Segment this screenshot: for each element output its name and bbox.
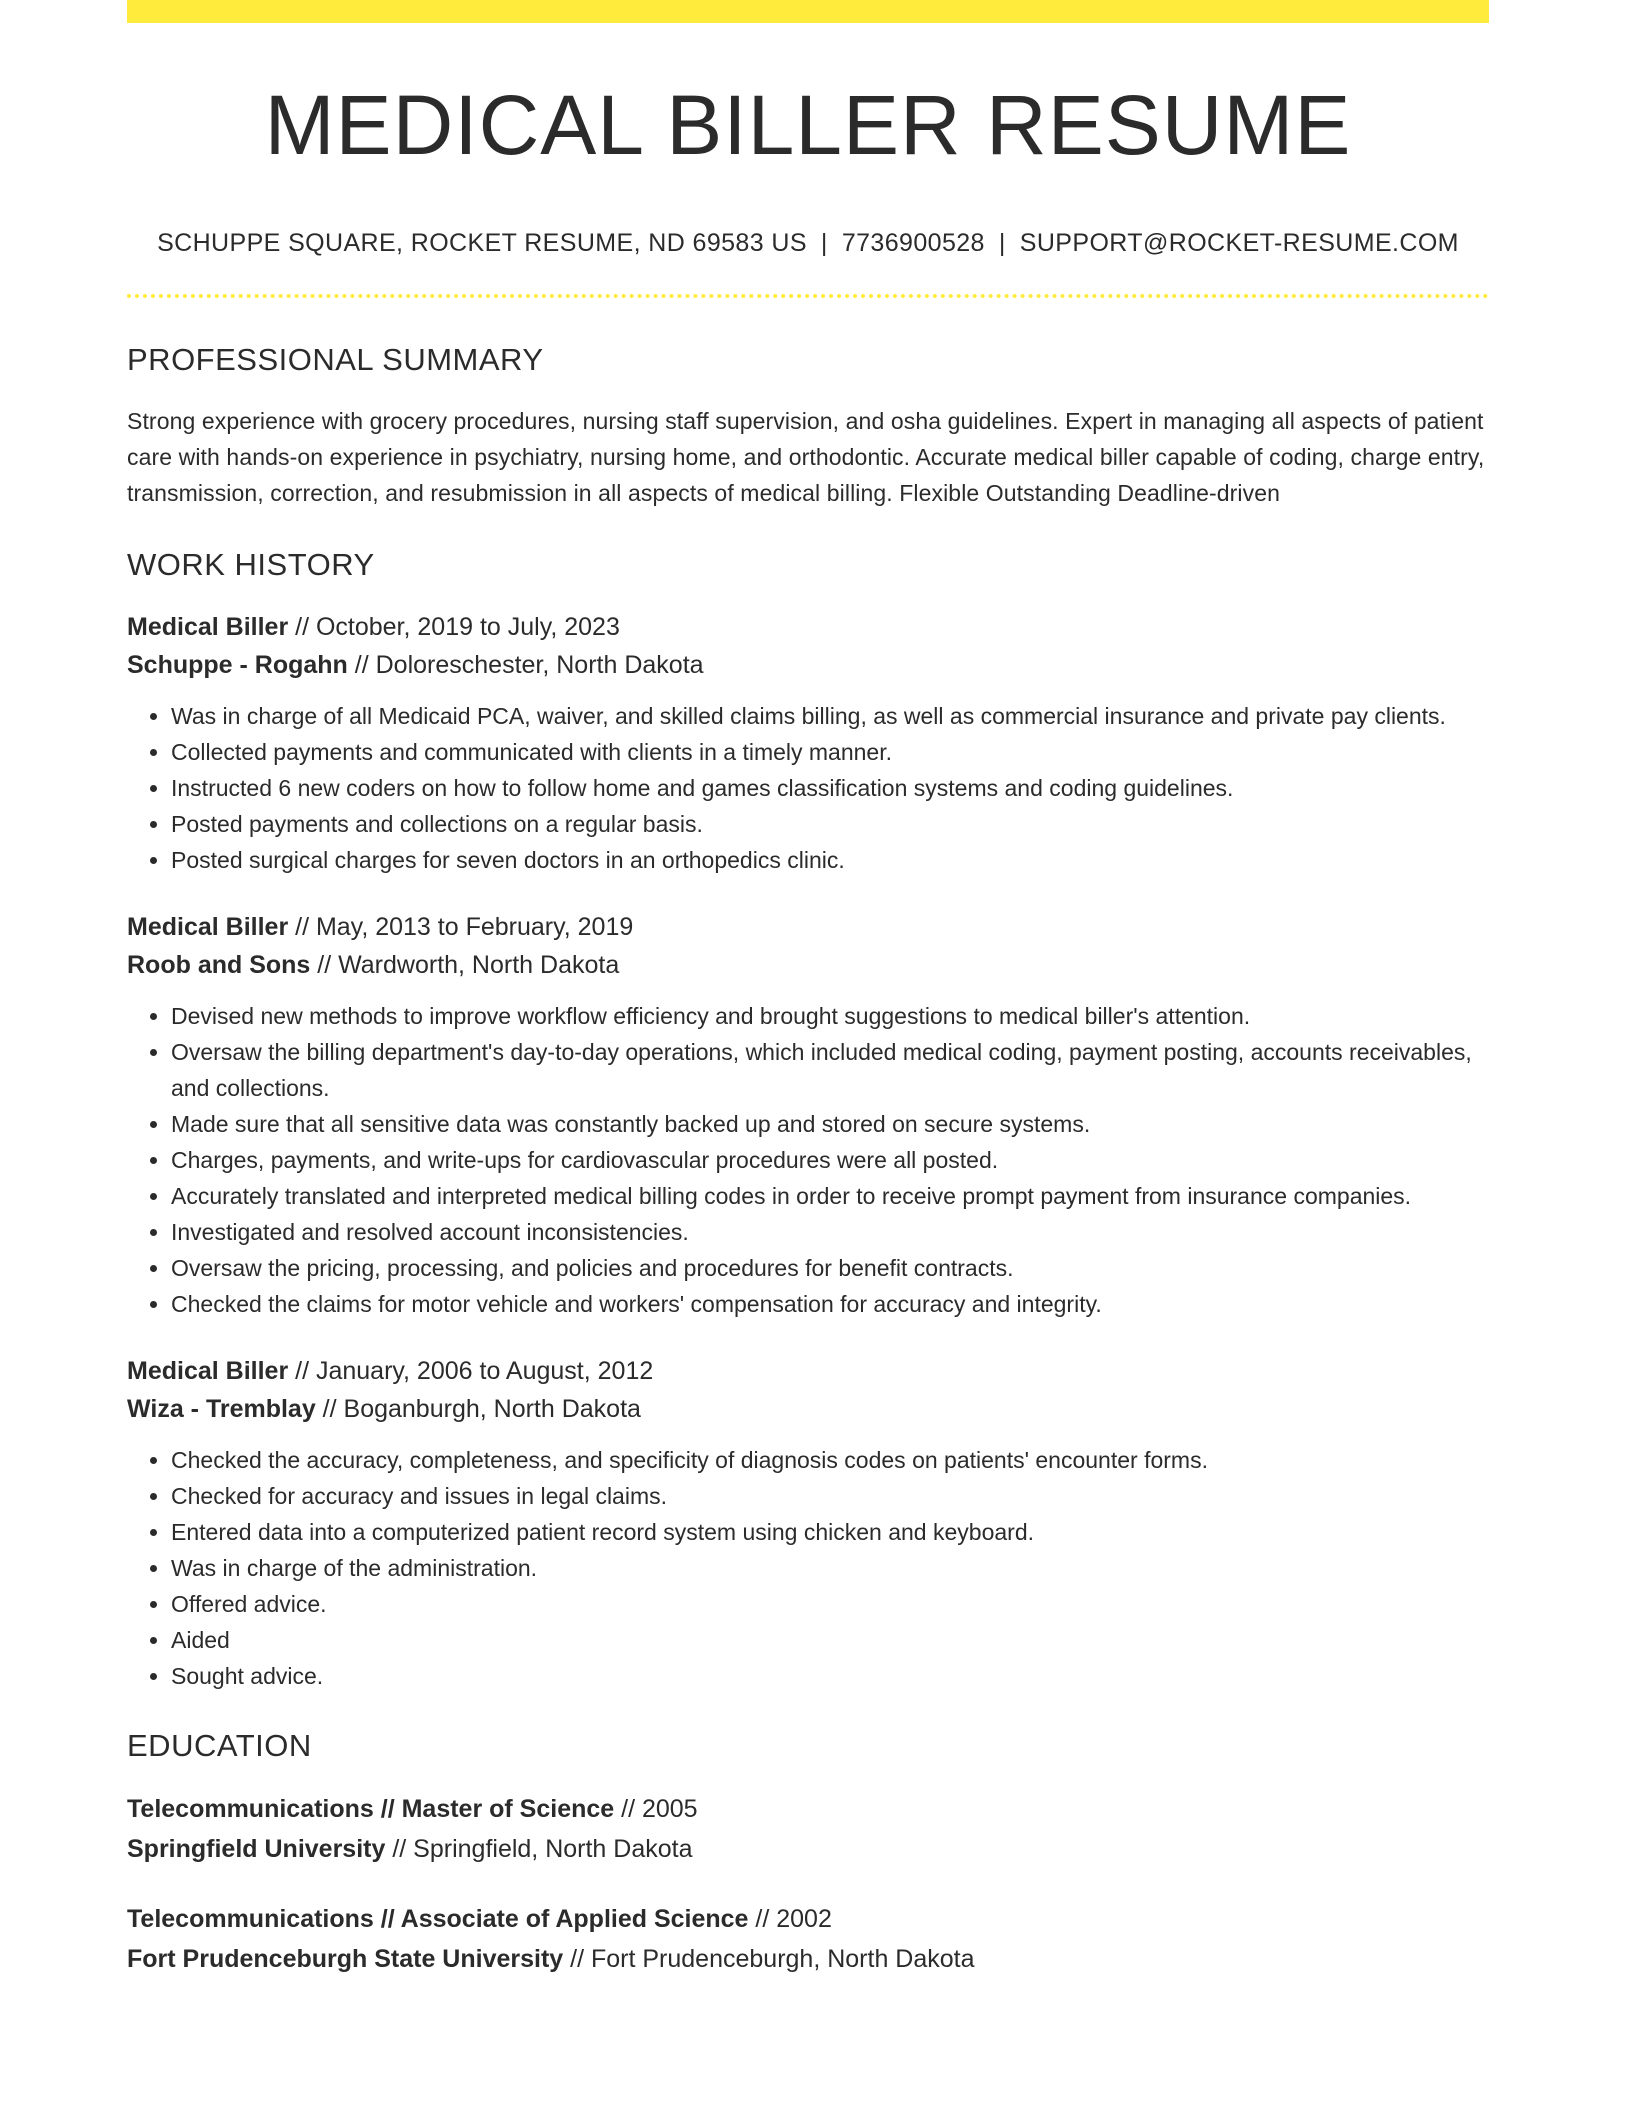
job-title: Medical Biller xyxy=(127,913,289,941)
job-title-line xyxy=(127,1352,1489,1390)
job-entry xyxy=(127,608,1489,878)
job-title: Medical Biller xyxy=(127,613,289,641)
school: Fort Prudenceburgh State University xyxy=(127,1945,564,1973)
resume-page xyxy=(127,0,1489,1979)
degree-year: // 2005 xyxy=(614,1795,698,1823)
job-bullet: • Devised new methods to improve workflow efficiency and brought suggestions to medical biller's attention. xyxy=(171,998,1489,1034)
job-entry xyxy=(127,1352,1489,1694)
job-bullet: • Entered data into a computerized patient record system using chicken and keyboard. xyxy=(171,1514,1489,1550)
contact-separator: | xyxy=(820,229,828,257)
job-dates: // January, 2006 to August, 2012 xyxy=(288,1357,654,1385)
dotted-divider xyxy=(127,294,1489,298)
job-bullet: • Oversaw the billing department's day-to-day operations, which included medical coding, payment posting, accounts receivables, and collections. xyxy=(171,1034,1489,1106)
contact-line xyxy=(127,231,1489,256)
job-bullet: • Investigated and resolved account inconsistencies. xyxy=(171,1214,1489,1250)
work-history-heading: WORK HISTORY xyxy=(127,547,375,582)
job-entry xyxy=(127,908,1489,1322)
contact-phone: 7736900528 xyxy=(841,229,985,257)
degree: Telecommunications // Associate of Applied Science xyxy=(127,1905,749,1933)
job-dates: // May, 2013 to February, 2019 xyxy=(288,913,634,941)
job-title-line xyxy=(127,608,1489,646)
job-bullet: • Checked for accuracy and issues in legal claims. xyxy=(171,1478,1489,1514)
job-company: Schuppe - Rogahn xyxy=(127,651,348,679)
job-bullet: • Posted surgical charges for seven doctors in an orthopedics clinic. xyxy=(171,842,1489,878)
school-line xyxy=(127,1829,1489,1869)
job-dates: // October, 2019 to July, 2023 xyxy=(288,613,620,641)
job-bullet: • Was in charge of the administration. xyxy=(171,1550,1489,1586)
degree-line xyxy=(127,1789,1489,1829)
job-company-line xyxy=(127,946,1489,984)
school-line xyxy=(127,1939,1489,1979)
job-bullet: • Accurately translated and interpreted medical billing codes in order to receive prompt payment from insurance companies. xyxy=(171,1178,1489,1214)
job-bullet: • Checked the claims for motor vehicle and workers' compensation for accuracy and integrity. xyxy=(171,1286,1489,1322)
accent-bar xyxy=(127,0,1489,23)
resume-title: MEDICAL BILLER RESUME xyxy=(264,78,1352,172)
job-location: // Doloreschester, North Dakota xyxy=(347,651,704,679)
job-bullets xyxy=(127,998,1489,1322)
job-location: // Wardworth, North Dakota xyxy=(310,951,620,979)
education-entry xyxy=(127,1789,1489,1869)
job-bullet: • Oversaw the pricing, processing, and policies and procedures for benefit contracts. xyxy=(171,1250,1489,1286)
job-bullets xyxy=(127,1442,1489,1694)
summary-heading: PROFESSIONAL SUMMARY xyxy=(127,342,544,377)
job-title: Medical Biller xyxy=(127,1357,289,1385)
degree: Telecommunications // Master of Science xyxy=(127,1795,615,1823)
job-bullet: • Checked the accuracy, completeness, and specificity of diagnosis codes on patients' encounter forms. xyxy=(171,1442,1489,1478)
job-bullet: • Instructed 6 new coders on how to follow home and games classification systems and coding guidelines. xyxy=(171,770,1489,806)
degree-year: // 2002 xyxy=(748,1905,832,1933)
school-location: // Fort Prudenceburgh, North Dakota xyxy=(563,1945,975,1973)
job-location: // Boganburgh, North Dakota xyxy=(315,1395,641,1423)
job-bullets xyxy=(127,698,1489,878)
job-company-line xyxy=(127,1390,1489,1428)
job-company-line xyxy=(127,646,1489,684)
contact-separator: | xyxy=(998,229,1006,257)
job-title-line xyxy=(127,908,1489,946)
contact-address: SCHUPPE SQUARE, ROCKET RESUME, ND 69583 US xyxy=(157,229,807,257)
job-bullet: • Posted payments and collections on a regular basis. xyxy=(171,806,1489,842)
school: Springfield University xyxy=(127,1835,386,1863)
job-bullet: • Sought advice. xyxy=(171,1658,1489,1694)
job-bullet: • Collected payments and communicated with clients in a timely manner. xyxy=(171,734,1489,770)
job-company: Roob and Sons xyxy=(127,951,311,979)
degree-line xyxy=(127,1899,1489,1939)
job-bullet: • Aided xyxy=(171,1622,1489,1658)
contact-email: SUPPORT@ROCKET-RESUME.COM xyxy=(1019,229,1459,257)
summary-text: Strong experience with grocery procedures, nursing staff supervision, and osha guidelines. Expert in managing all aspects of patient care with hands-on experience in psychiatry, nursing home, and orthodontic. Accurate medical biller capable of coding, charge entry, transmission, correction, and resubmission in all aspects of medical billing. Flexible Outstanding Deadline-driven xyxy=(127,408,1485,506)
job-bullet: • Made sure that all sensitive data was constantly backed up and stored on secure systems. xyxy=(171,1106,1489,1142)
education-heading: EDUCATION xyxy=(127,1728,312,1763)
job-company: Wiza - Tremblay xyxy=(127,1395,316,1423)
education-entry xyxy=(127,1899,1489,1979)
job-bullet: • Charges, payments, and write-ups for cardiovascular procedures were all posted. xyxy=(171,1142,1489,1178)
job-bullet: • Offered advice. xyxy=(171,1586,1489,1622)
job-bullet: • Was in charge of all Medicaid PCA, waiver, and skilled claims billing, as well as commercial insurance and private pay clients. xyxy=(171,698,1489,734)
school-location: // Springfield, North Dakota xyxy=(385,1835,693,1863)
